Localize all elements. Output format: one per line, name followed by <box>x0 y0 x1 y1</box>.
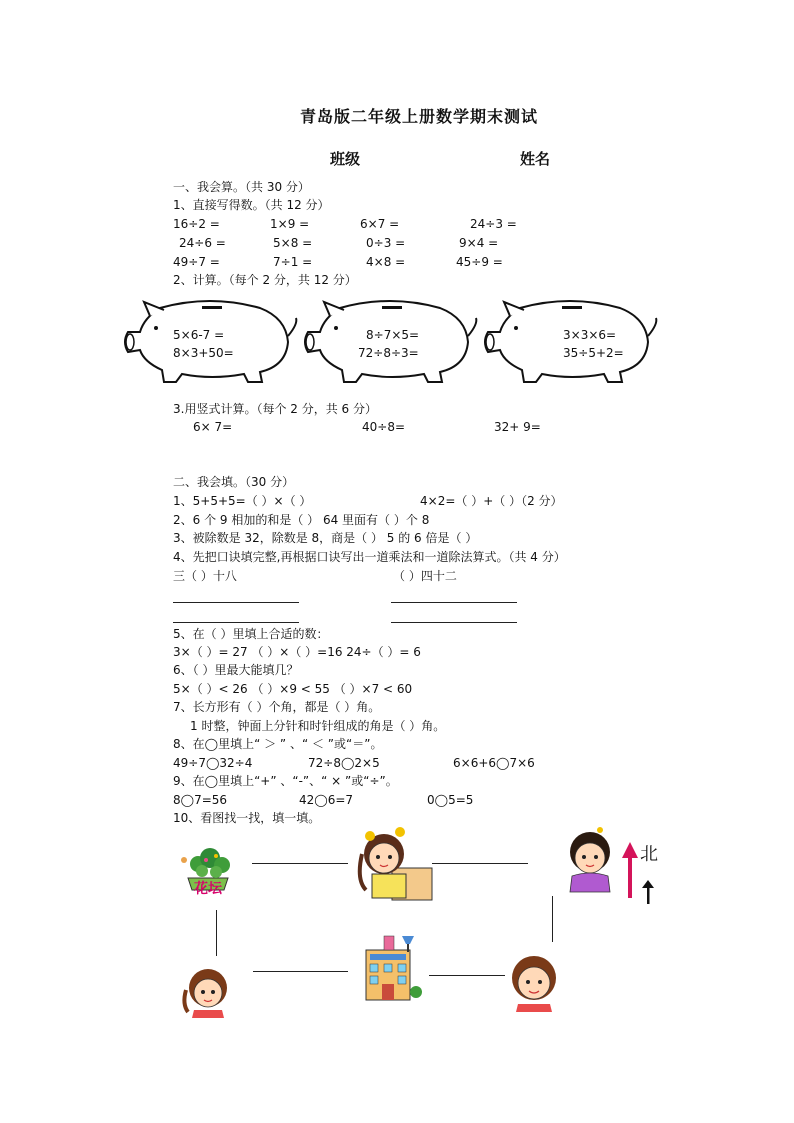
north-arrow-red-icon <box>622 842 638 898</box>
fill-line-1a: 1、5+5+5=（ ）×（ ） <box>173 494 312 508</box>
q1-item: 6×7 = <box>360 217 400 231</box>
q1-item: 9×4 = <box>459 236 499 250</box>
q3-item: 32+ 9= <box>494 420 541 434</box>
class-label: 班级 <box>330 150 361 168</box>
girl-icon <box>560 826 620 892</box>
fill-line-8b: 72÷8◯2×5 <box>308 756 380 770</box>
map-path <box>552 896 553 942</box>
answer-line <box>173 622 299 623</box>
q1-item: 24÷6 = <box>179 236 226 250</box>
part1-heading: 一、我会算。（共 30 分） <box>173 180 310 194</box>
page-title: 青岛版二年级上册数学期末测试 <box>300 107 539 126</box>
answer-line <box>391 602 517 603</box>
q1-item: 16÷2 = <box>173 217 220 231</box>
q3-item: 40÷8= <box>362 420 406 434</box>
name-label: 姓名 <box>520 150 551 168</box>
north-arrow-icon <box>642 880 654 904</box>
q1-item: 45÷9 = <box>456 255 503 269</box>
map-path <box>252 863 348 864</box>
part2-heading: 二、我会填。（30 分） <box>173 475 295 489</box>
fill-line-8c: 6×6+6◯7×6 <box>453 756 535 770</box>
q1-item: 7÷1 = <box>273 255 313 269</box>
q1-item: 0÷3 = <box>366 236 406 250</box>
q1-label: 1、直接写得数。（共 12 分） <box>173 198 330 212</box>
pig-expression: 5×6-7 = <box>173 328 225 342</box>
map-path <box>432 863 528 864</box>
fill-line-10: 10、看图找一找，填一填。 <box>173 811 321 825</box>
fill-line-9b: 42◯6=7 <box>299 793 354 807</box>
garden-label: 花坛 <box>194 881 222 897</box>
fill-line-4a: 三（ ）十八 <box>173 569 237 583</box>
q3-label: 3.用竖式计算。（每个 2 分，共 6 分） <box>173 402 377 416</box>
north-label: 北 <box>640 844 658 865</box>
fill-line-3: 3、被除数是 32，除数是 8，商是（ ） 5 的 6 倍是（ ） <box>173 531 478 545</box>
fill-line-5a: 3×（ ）= 27 （ ）×（ ）=16 24÷（ ）= 6 <box>173 645 421 659</box>
fill-line-7a: 1 时整，钟面上分针和时针组成的角是（ ）角。 <box>190 719 446 733</box>
fill-line-9: 9、在◯里填上“+” 、“-”、“ × ”或“÷”。 <box>173 774 398 788</box>
map-path <box>216 910 217 956</box>
girl-icon <box>180 964 236 1018</box>
fill-line-7: 7、长方形有（ ）个角，都是（ ）角。 <box>173 700 381 714</box>
q1-item: 5×8 = <box>273 236 313 250</box>
map-path <box>253 971 348 972</box>
fill-line-1b: 4×2=（ ）+（ ）（2 分） <box>420 494 563 508</box>
fill-line-4: 4、先把口诀填完整,再根据口诀写出一道乘法和一道除法算式。（共 4 分） <box>173 550 566 564</box>
fill-line-8a: 49÷7◯32÷4 <box>173 756 253 770</box>
map-path <box>429 975 505 976</box>
fill-line-9c: 0◯5=5 <box>427 793 474 807</box>
pig-expression: 72÷8÷3= <box>358 346 419 360</box>
q1-item: 49÷7 = <box>173 255 220 269</box>
fill-line-6: 6、（ ）里最大能填几？ <box>173 663 299 677</box>
q1-item: 4×8 = <box>366 255 406 269</box>
pig-expression: 3×3×6= <box>563 328 617 342</box>
answer-line <box>173 602 299 603</box>
girl-icon <box>352 824 434 902</box>
pig-expression: 8÷7×5= <box>366 328 420 342</box>
answer-line <box>391 622 517 623</box>
q3-item: 6× 7= <box>193 420 233 434</box>
fill-line-8: 8、在◯里填上“ ＞ ” 、“ ＜ ”或“＝”。 <box>173 737 383 751</box>
fill-line-9a: 8◯7=56 <box>173 793 228 807</box>
fill-line-2: 2、6 个 9 相加的和是（ ） 64 里面有（ ）个 8 <box>173 513 430 527</box>
pig-expression: 35÷5+2= <box>563 346 624 360</box>
q1-item: 24÷3 = <box>470 217 517 231</box>
fill-line-5: 5、在（ ）里填上合适的数： <box>173 627 329 641</box>
girl-icon <box>504 952 564 1012</box>
q1-item: 1×9 = <box>270 217 310 231</box>
fill-line-4b: （ ）四十二 <box>393 569 457 583</box>
hospital-building-icon <box>360 932 426 1002</box>
q2-label: 2、计算。（每个 2 分，共 12 分） <box>173 273 357 287</box>
pig-expression: 8×3+50= <box>173 346 234 360</box>
fill-line-6a: 5×（ ）< 26 （ ）×9 < 55 （ ）×7 < 60 <box>173 682 413 696</box>
